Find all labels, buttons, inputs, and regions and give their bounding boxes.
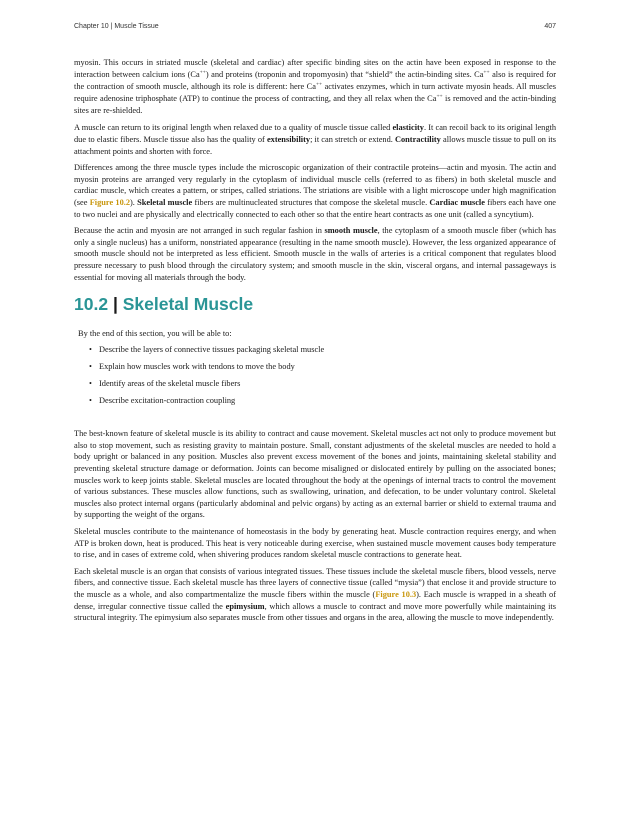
objective-item: • Identify areas of the skeletal muscle fibers [89, 378, 556, 390]
section-heading [74, 294, 556, 314]
objectives-intro: By the end of this section, you will be able to: [78, 329, 232, 339]
figure-link-10-2[interactable]: Figure 10.2 [89, 198, 131, 208]
objective-item: • Describe excitation-contraction coupling [89, 395, 556, 407]
paragraph-homeostasis: Skeletal muscles contribute to the maintenance of homeostasis in the body by generating heat. Muscle contraction requires energy, and when ATP is broken down, heat is produced. This heat is very noticeable during exercise, when sustained muscle movement causes body temperature to rise, and in cases of extreme cold, when shivering produces random skeletal muscle contractions to generate heat. [74, 526, 556, 560]
page-body [74, 57, 556, 629]
term-epimysium: epimysium [225, 601, 265, 611]
figure-link-10-3[interactable]: Figure 10.3 [375, 589, 417, 599]
chapter-title: Chapter 10 | Muscle Tissue [74, 23, 159, 30]
paragraph-smooth-muscle: Because the actin and myosin are not arranged in such regular fashion in smooth muscle, the cytoplasm of a smooth muscle fiber (which has only a single nucleus) has a uniform, nonstriated appearance (resulting in the name smooth muscle). However, the less organized appearance of smooth muscle should not be interpreted as less efficient. Smooth muscle in the walls of arteries is a critical component that regulates blood pressure necessary to push blood through the circulatory system; and smooth muscle in the skin, visceral organs, and internal passageways is essential for moving all materials through the body. [74, 226, 556, 282]
term-skeletal-muscle: Skeletal muscle [137, 198, 193, 208]
term-extensibility: extensibility [266, 135, 311, 145]
section-title: Skeletal Muscle [122, 294, 254, 315]
paragraph-calcium: myosin. This occurs in striated muscle (skeletal and cardiac) after specific binding sites on the actin have been exposed in response to the interaction between calcium ions (Ca++) and proteins (troponin and tropomyosin) that “shield” the actin-binding sites. Ca++ also is required for the contraction of smooth muscle, although its role is different: here Ca++ activates enzymes, which in turn activate myosin heads. All muscles require adenosine triphosphate (ATP) to continue the process of contracting, and they all relax when the Ca++ is removed and the actin-binding sites are re-shielded. [74, 58, 557, 116]
paragraph-striations: Differences among the three muscle types include the microscopic organization of their contractile proteins—actin and myosin. The actin and myosin proteins are arranged very regularly in the cytoplasm of individual muscle cells (referred to as fibers) in both skeletal muscle and cardiac muscle, which creates a pattern, or stripes, called striations. The striations are visible with a light microscope under high magnification (see Figure 10.2). Skeletal muscle fibers are multinucleated structures that compose the skeletal muscle. Cardiac muscle fibers each have one to two nuclei and are physically and electrically connected to each other so that the entire heart contracts as one unit (called a syncytium). [74, 163, 556, 219]
page-header [74, 23, 556, 35]
objective-item: • Explain how muscles work with tendons to move the body [89, 361, 556, 373]
learning-objectives [78, 328, 556, 407]
term-contractility: Contractility [394, 135, 441, 145]
section-number: 10.2 [74, 294, 109, 315]
term-cardiac-muscle: Cardiac muscle [429, 198, 485, 208]
paragraph-elasticity: A muscle can return to its original length when relaxed due to a quality of muscle tissue called elasticity. It can recoil back to its original length due to elastic fibers. Muscle tissue also has the quality of extensibility; it can stretch or extend. Contractility allows muscle tissue to pull on its attachment points and shorten with force. [74, 123, 556, 156]
term-smooth-muscle: smooth muscle [324, 226, 378, 236]
section-separator: | [112, 294, 118, 315]
objective-item: • Describe the layers of connective tissues packaging skeletal muscle [89, 344, 556, 356]
paragraph-movement: The best-known feature of skeletal muscle is its ability to contract and cause movement. Skeletal muscles act not only to produce movement but also to stop movement, such as resisting gravity to maintain posture. Small, constant adjustments of the skeletal muscles are needed to hold a body upright or balanced in any position. Muscles also prevent excess movement of the bones and joints, maintaining skeletal stability and preventing skeletal structure damage or deformation. Joints can become misaligned or dislocated entirely by pulling on the associated bones; muscles work to keep joints stable. Skeletal muscles are located throughout the body at the openings of internal tracts to control the movement of various substances. These muscles allow functions, such as swallowing, urination, and defecation, to be under voluntary control. Skeletal muscles also protect internal organs (particularly abdominal and pelvic organs) by acting as an external barrier or shield to external trauma and by supporting the weight of the organs. [74, 429, 556, 520]
term-elasticity: elasticity [392, 123, 424, 133]
objectives-list [89, 344, 556, 407]
paragraph-epimysium: Each skeletal muscle is an organ that consists of various integrated tissues. These tissues include the skeletal muscle fibers, blood vessels, nerve fibers, and connective tissue. Each skeletal muscle has three layers of connective tissue (called “mysia”) that enclose it and provide structure to the muscle as a whole, and also compartmentalize the muscle fibers within the muscle (Figure 10.3). Each muscle is wrapped in a sheath of dense, irregular connective tissue called the epimysium, which allows a muscle to contract and move more powerfully while maintaining its structural integrity. The epimysium also separates muscle from other tissues and organs in the area, allowing the muscle to move independently. [74, 566, 556, 623]
page-number: 407 [544, 23, 556, 30]
